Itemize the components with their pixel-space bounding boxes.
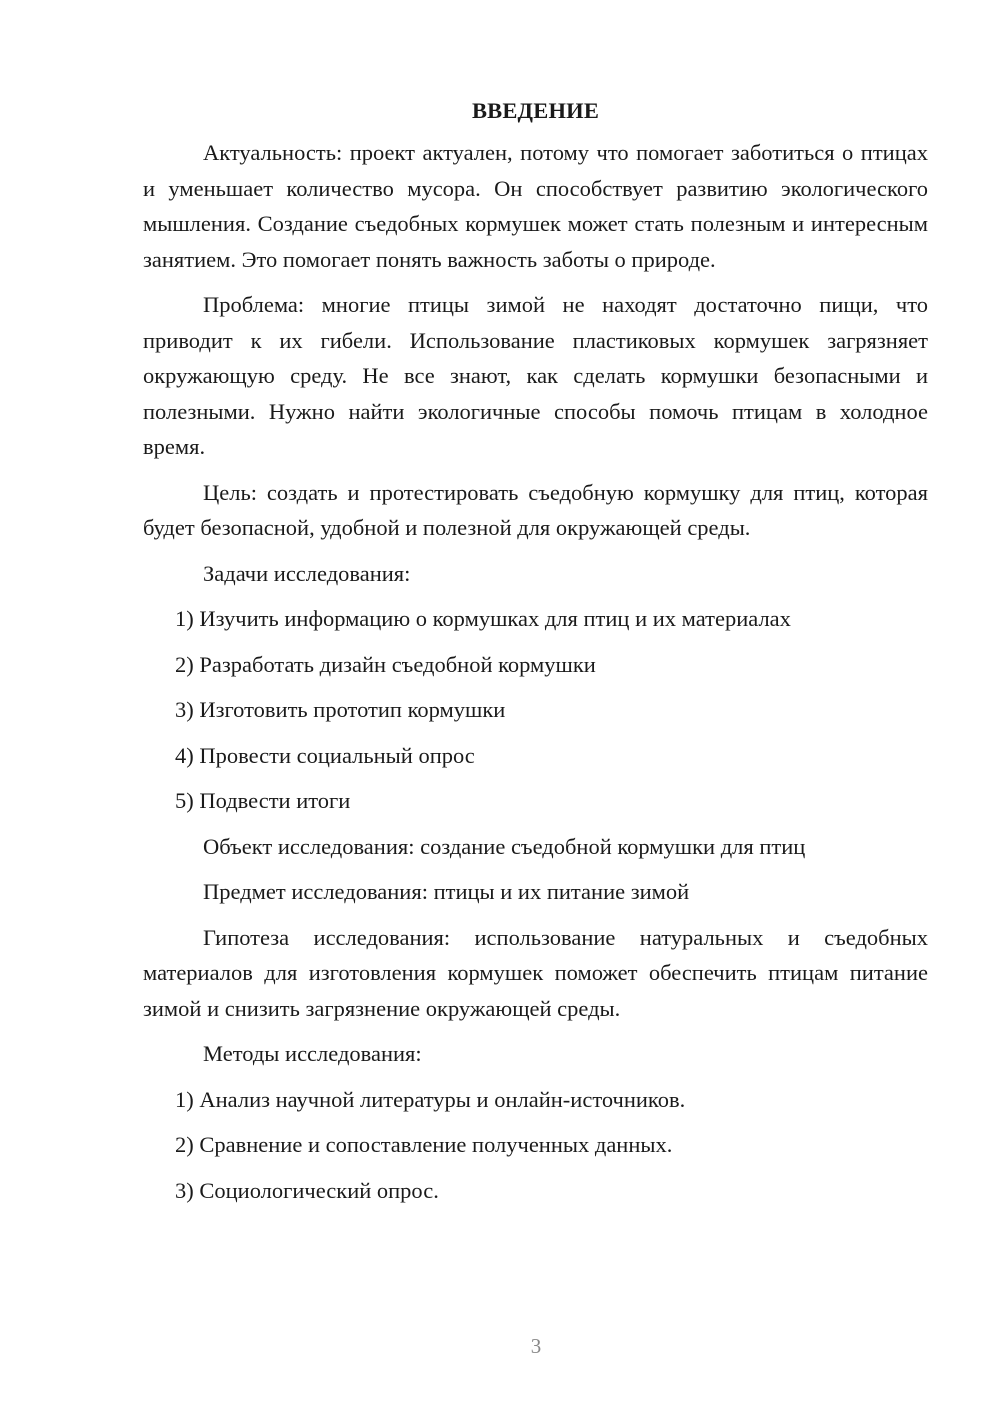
goal-paragraph: Цель: создать и протестировать съедобную кормушку для птиц, которая будет безопасной, удобной и полезной для окружающей среды. — [143, 479, 928, 540]
task-item-1: 1) Изучить информацию о кормушках для птиц и их материалах — [175, 606, 791, 631]
research-object: Объект исследования: создание съедобной кормушки для птиц — [203, 833, 806, 859]
page-content — [143, 95, 928, 1218]
task-item-5: 5) Подвести итоги — [175, 788, 351, 813]
relevance-paragraph: Актуальность: проект актуален, потому что помогает заботиться о птицах и уменьшает количество мусора. Он способствует развитию экологического мышления. Создание съедобных кормушек может стать полезным и интересным занятием. Это помогает понять важность заботы о природе. — [143, 140, 928, 272]
method-item-2: 2) Сравнение и сопоставление полученных данных. — [175, 1132, 673, 1157]
task-item-4: 4) Провести социальный опрос — [175, 742, 475, 768]
research-subject: Предмет исследования: птицы и их питание зимой — [203, 879, 690, 904]
task-item-3: 3) Изготовить прототип кормушки — [175, 697, 506, 722]
method-item-3: 3) Социологический опрос. — [175, 1177, 439, 1203]
tasks-heading: Задачи исследования: — [203, 560, 411, 586]
problem-paragraph: Проблема: многие птицы зимой не находят достаточно пищи, что приводит к их гибели. Использование пластиковых кормушек загрязняет окружающую среду. Не все знают, как сделать кормушки безопасными и полезными. Нужно найти экологичные способы помочь птицам в холодное время. — [143, 292, 928, 459]
page-number: 3 — [530, 1334, 542, 1358]
page-title: ВВЕДЕНИЕ — [471, 98, 600, 123]
hypothesis-paragraph: Гипотеза исследования: использование натуральных и съедобных материалов для изготовления кормушек поможет обеспечить птицам питание зимой и снизить загрязнение окружающей среды. — [143, 924, 928, 1021]
methods-heading: Методы исследования: — [203, 1041, 422, 1066]
method-item-1: 1) Анализ научной литературы и онлайн-источников. — [175, 1086, 686, 1112]
task-item-2: 2) Разработать дизайн съедобной кормушки — [175, 651, 596, 677]
